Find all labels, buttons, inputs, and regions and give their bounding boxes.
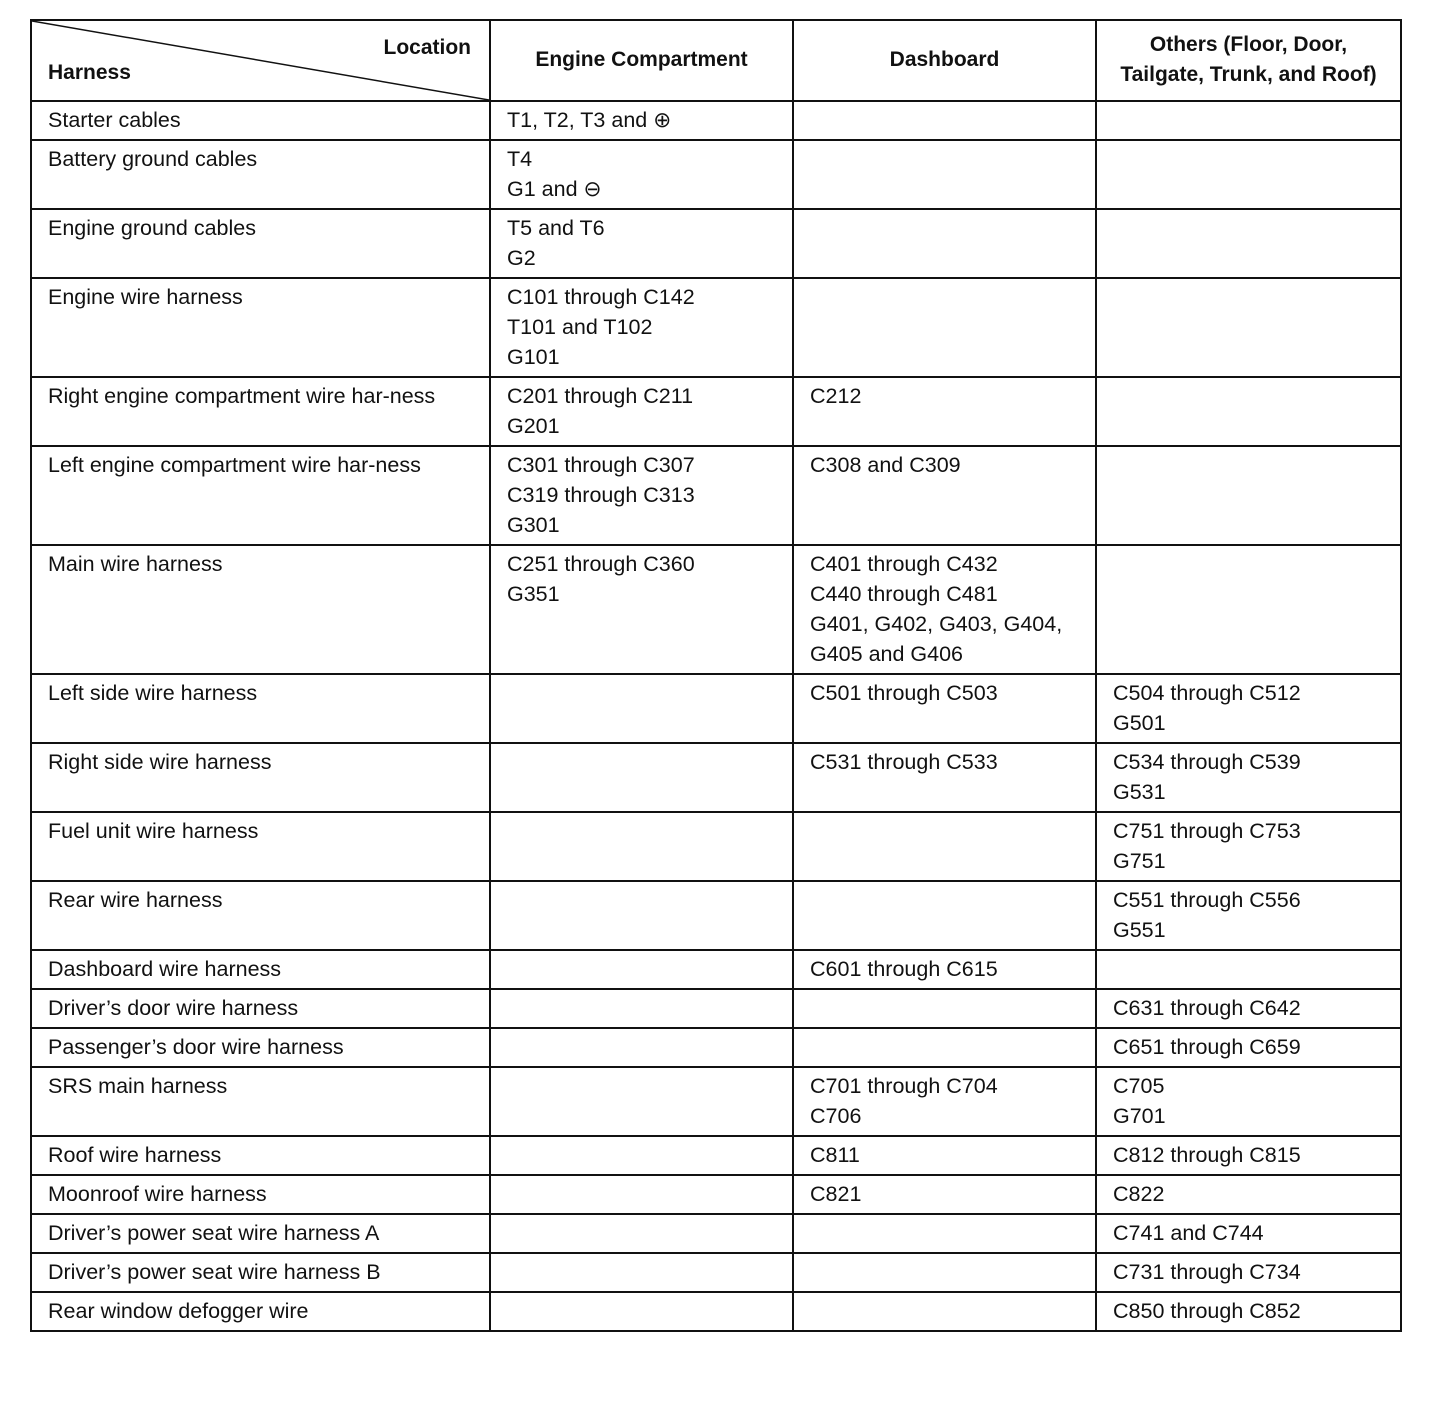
harness-name-cell: Driver’s power seat wire harness B [31, 1253, 490, 1292]
harness-name-cell: Battery ground cables [31, 140, 490, 209]
connector-line: G101 [507, 345, 560, 369]
connector-line: G301 [507, 513, 560, 537]
connector-line: T1, T2, T3 and ⊕ [507, 108, 672, 132]
engine-compartment-cell [490, 950, 793, 989]
connector-line: C504 through C512 [1113, 681, 1301, 705]
dashboard-cell [793, 545, 1096, 674]
table-row [31, 1136, 1401, 1175]
engine-compartment-cell [490, 1253, 793, 1292]
table-row [31, 743, 1401, 812]
connector-line: G201 [507, 414, 560, 438]
header-row [31, 20, 1401, 101]
harness-label: Harness [48, 61, 131, 84]
others-cell [1096, 989, 1401, 1028]
table-row [31, 950, 1401, 989]
connector-line: C731 through C734 [1113, 1260, 1301, 1284]
dashboard-cell [793, 209, 1096, 278]
connector-line: C531 through C533 [810, 750, 998, 774]
table-row [31, 377, 1401, 446]
dashboard-cell [793, 1028, 1096, 1067]
dashboard-cell [793, 140, 1096, 209]
connector-line: G351 [507, 582, 560, 606]
dashboard-cell [793, 101, 1096, 140]
connector-line: C751 through C753 [1113, 819, 1301, 843]
others-cell [1096, 1292, 1401, 1331]
harness-name-cell: Right side wire harness [31, 743, 490, 812]
engine-compartment-cell [490, 545, 793, 674]
table-row [31, 1214, 1401, 1253]
column-header-engine: Engine Compartment [490, 20, 793, 101]
connector-line: G701 [1113, 1104, 1166, 1128]
connector-line: C651 through C659 [1113, 1035, 1301, 1059]
engine-compartment-cell [490, 377, 793, 446]
connector-line: C308 and C309 [810, 453, 961, 477]
harness-name-cell: Engine wire harness [31, 278, 490, 377]
table-row [31, 140, 1401, 209]
connector-line: C319 through C313 [507, 483, 695, 507]
dashboard-cell [793, 881, 1096, 950]
harness-name-cell: Left side wire harness [31, 674, 490, 743]
table-row [31, 674, 1401, 743]
others-header-line-2: Tailgate, Trunk, and Roof) [1120, 63, 1377, 86]
others-cell [1096, 446, 1401, 545]
connector-line: C741 and C744 [1113, 1221, 1264, 1245]
table-row [31, 989, 1401, 1028]
others-cell [1096, 1214, 1401, 1253]
dashboard-cell [793, 989, 1096, 1028]
others-cell [1096, 377, 1401, 446]
others-cell [1096, 1028, 1401, 1067]
engine-compartment-cell [490, 1292, 793, 1331]
dashboard-cell [793, 377, 1096, 446]
connector-line: C705 [1113, 1074, 1165, 1098]
harness-name-cell: Driver’s power seat wire harness A [31, 1214, 490, 1253]
connector-line: C101 through C142 [507, 285, 695, 309]
engine-compartment-cell [490, 1175, 793, 1214]
dashboard-cell [793, 1214, 1096, 1253]
connector-line: C822 [1113, 1182, 1165, 1206]
connector-line: C534 through C539 [1113, 750, 1301, 774]
engine-compartment-cell [490, 674, 793, 743]
dashboard-cell [793, 1067, 1096, 1136]
connector-line: C601 through C615 [810, 957, 998, 981]
connector-line: C811 [810, 1143, 860, 1167]
connector-line: G2 [507, 246, 536, 270]
others-cell [1096, 812, 1401, 881]
connector-line: C821 [810, 1182, 862, 1206]
table-row [31, 1067, 1401, 1136]
table-row [31, 1175, 1401, 1214]
connector-line: C706 [810, 1104, 862, 1128]
engine-compartment-cell [490, 209, 793, 278]
dashboard-cell [793, 743, 1096, 812]
connector-line: C701 through C704 [810, 1074, 998, 1098]
dashboard-cell [793, 1136, 1096, 1175]
others-cell [1096, 545, 1401, 674]
harness-name-cell: Dashboard wire harness [31, 950, 490, 989]
connector-line: G401, G402, G403, G404, [810, 612, 1063, 636]
others-cell [1096, 140, 1401, 209]
engine-compartment-cell [490, 140, 793, 209]
connector-line: C401 through C432 [810, 552, 998, 576]
harness-location-table [30, 19, 1402, 1332]
harness-name-cell: Roof wire harness [31, 1136, 490, 1175]
engine-compartment-cell [490, 1214, 793, 1253]
table-row [31, 209, 1401, 278]
harness-name-cell: Moonroof wire harness [31, 1175, 490, 1214]
connector-line: G751 [1113, 849, 1166, 873]
harness-name-cell: Fuel unit wire harness [31, 812, 490, 881]
others-cell [1096, 950, 1401, 989]
table-row [31, 278, 1401, 377]
table-row [31, 545, 1401, 674]
table-row [31, 881, 1401, 950]
harness-name-cell: Right engine compartment wire har-ness [31, 377, 490, 446]
others-cell [1096, 743, 1401, 812]
connector-line: T4 [507, 147, 533, 171]
table-row [31, 1253, 1401, 1292]
connector-line: C440 through C481 [810, 582, 998, 606]
engine-compartment-cell [490, 743, 793, 812]
engine-compartment-cell [490, 1067, 793, 1136]
harness-name-cell: SRS main harness [31, 1067, 490, 1136]
harness-name-cell: Engine ground cables [31, 209, 490, 278]
dashboard-cell [793, 950, 1096, 989]
harness-name-cell: Main wire harness [31, 545, 490, 674]
others-cell [1096, 278, 1401, 377]
column-header-others [1096, 20, 1401, 101]
dashboard-cell [793, 812, 1096, 881]
harness-name-cell: Driver’s door wire harness [31, 989, 490, 1028]
others-cell [1096, 209, 1401, 278]
column-header-dashboard: Dashboard [793, 20, 1096, 101]
connector-line: C812 through C815 [1113, 1143, 1301, 1167]
harness-name-cell: Left engine compartment wire har-ness [31, 446, 490, 545]
connector-line: T5 and T6 [507, 216, 605, 240]
table-row [31, 1028, 1401, 1067]
dashboard-cell [793, 1175, 1096, 1214]
connector-line: G405 and G406 [810, 642, 964, 666]
connector-line: C501 through C503 [810, 681, 998, 705]
engine-compartment-cell [490, 278, 793, 377]
others-cell [1096, 1136, 1401, 1175]
connector-line: C301 through C307 [507, 453, 695, 477]
others-cell [1096, 101, 1401, 140]
harness-name-cell: Passenger’s door wire harness [31, 1028, 490, 1067]
dashboard-cell [793, 1253, 1096, 1292]
location-label: Location [383, 36, 471, 59]
dashboard-cell [793, 446, 1096, 545]
engine-compartment-cell [490, 1136, 793, 1175]
connector-line: C212 [810, 384, 862, 408]
others-header-line-1: Others (Floor, Door, [1149, 33, 1348, 56]
corner-header-cell [31, 20, 490, 101]
harness-name-cell: Rear wire harness [31, 881, 490, 950]
connector-line: G1 and ⊖ [507, 177, 602, 201]
others-cell [1096, 1067, 1401, 1136]
connector-line: G531 [1113, 780, 1166, 804]
table-row [31, 446, 1401, 545]
connector-line: C551 through C556 [1113, 888, 1301, 912]
harness-name-cell: Rear window defogger wire [31, 1292, 490, 1331]
engine-compartment-cell [490, 1028, 793, 1067]
others-cell [1096, 881, 1401, 950]
connector-line: C850 through C852 [1113, 1299, 1301, 1323]
table-row [31, 101, 1401, 140]
connector-line: G501 [1113, 711, 1166, 735]
connector-line: T101 and T102 [507, 315, 653, 339]
others-cell [1096, 1175, 1401, 1214]
connector-line: G551 [1113, 918, 1166, 942]
dashboard-cell [793, 1292, 1096, 1331]
connector-line: C201 through C211 [507, 384, 694, 408]
others-cell [1096, 674, 1401, 743]
engine-compartment-cell [490, 881, 793, 950]
table-body [31, 101, 1401, 1331]
table-row [31, 1292, 1401, 1331]
engine-compartment-cell [490, 446, 793, 545]
connector-line: C251 through C360 [507, 552, 695, 576]
engine-compartment-cell [490, 989, 793, 1028]
engine-compartment-cell [490, 101, 793, 140]
dashboard-cell [793, 278, 1096, 377]
table-row [31, 812, 1401, 881]
engine-compartment-cell [490, 812, 793, 881]
connector-line: C631 through C642 [1113, 996, 1301, 1020]
dashboard-cell [793, 674, 1096, 743]
others-cell [1096, 1253, 1401, 1292]
harness-name-cell: Starter cables [31, 101, 490, 140]
